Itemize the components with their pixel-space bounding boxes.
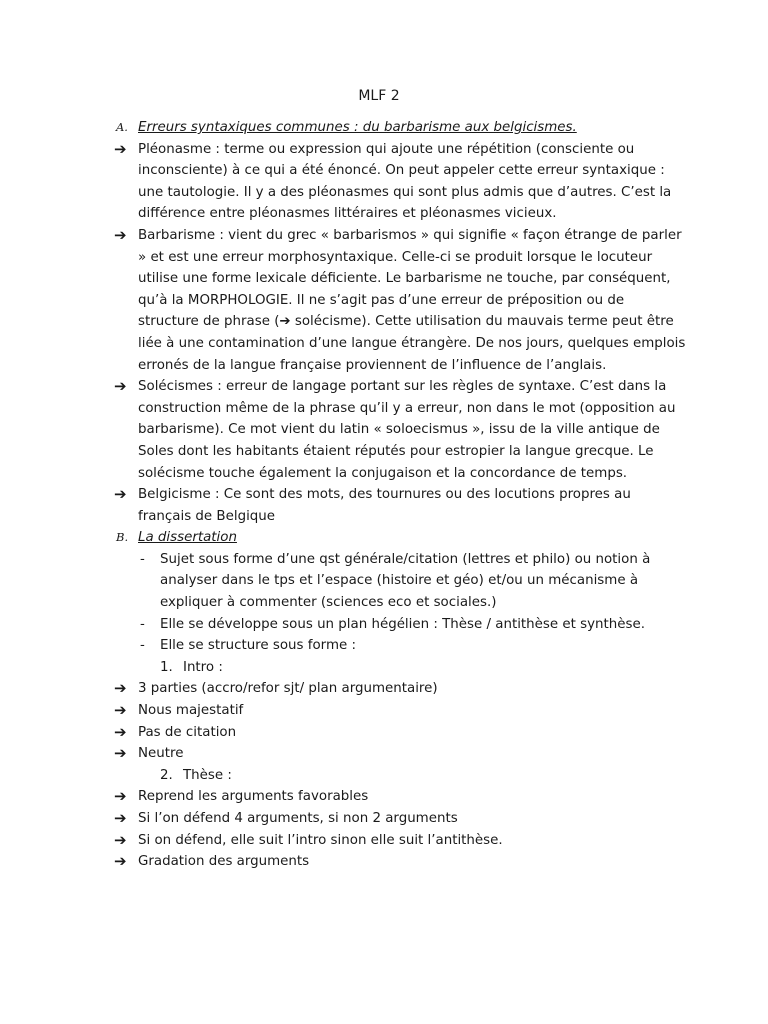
dash-item-plan (116, 614, 686, 636)
list-item-pleonasme (116, 139, 686, 225)
arrow-right-icon: ➔ (114, 485, 127, 504)
numbered-item-label: Thèse : (183, 767, 232, 783)
dash-item-text: Elle se développe sous un plan hégélien : Thèse / antithèse et synthèse. (160, 616, 645, 632)
numbered-item-label: Intro : (183, 659, 223, 675)
list-item-text: Pas de citation (138, 724, 237, 740)
list-item-text: Gradation des arguments (138, 854, 310, 870)
arrow-right-icon: ➔ (114, 377, 127, 396)
list-item-text: Nous majestatif (138, 703, 244, 719)
item-number: 2. (160, 767, 173, 783)
list-item-these (116, 808, 686, 830)
section-b-title: La dissertation (138, 530, 237, 546)
list-item-intro (116, 678, 686, 700)
section-a-heading (116, 117, 686, 139)
list-item-text: 3 parties (accro/refor sjt/ plan argumentaire) (138, 681, 438, 697)
item-number: 1. (160, 659, 173, 675)
dash-icon: - (140, 638, 145, 654)
arrow-right-icon: ➔ (114, 139, 127, 158)
page-title (0, 86, 768, 108)
list-item-intro (116, 743, 686, 765)
list-item-text: Barbarisme : vient du grec « barbarismos » qui signifie « façon étrange de parler » et est une erreur morphosyntaxique. Celle-ci se produit lorsque le locuteur utilise une forme lexicale déficiente. Le barbarisme ne touche, par conséquent, qu’à la MORPHOLOGIE. Il ne s’agit pas d’une erreur de préposition ou de structure de phrase (➔ solécisme). Cette utilisation du mauvais terme peut être liée à une contamination d’une langue étrangère. De nos jours, quelques emplois erronés de la langue française proviennent de l’influence de l’anglais. (138, 227, 686, 373)
section-a-title: Erreurs syntaxiques communes : du barbarisme aux belgicismes. (138, 120, 577, 135)
list-item-solecismes (116, 376, 686, 484)
arrow-right-icon: ➔ (114, 701, 127, 720)
dash-item-text: Sujet sous forme d’une qst générale/citation (lettres et philo) ou notion à analyser dans le tps et l’espace (histoire et géo) et/ou un mécanisme à expliquer à commenter (sciences eco et sociales.) (160, 551, 651, 611)
list-item-these (116, 851, 686, 873)
dash-item-text: Elle se structure sous forme : (160, 638, 357, 654)
dash-item-structure (116, 635, 686, 657)
dash-icon: - (140, 551, 145, 567)
list-item-text: Reprend les arguments favorables (138, 789, 369, 805)
list-item-barbarisme (116, 225, 686, 376)
list-item-these (116, 786, 686, 808)
section-b-letter: B. (116, 530, 129, 545)
list-item-text: Neutre (138, 746, 184, 762)
list-item-text: Pléonasme : terme ou expression qui ajoute une répétition (consciente ou inconsciente) à ce qui a été énoncé. On peut appeler cette erreur syntaxique : une tautologie. Il y a des pléonasmes qui sont plus admis que d’autres. C’est la différence entre pléonasmes littéraires et pléonasmes vicieux. (138, 141, 672, 222)
arrow-right-icon: ➔ (114, 852, 127, 871)
section-a (116, 117, 686, 873)
dash-icon: - (140, 616, 145, 632)
dash-item-sujet (116, 549, 686, 614)
numbered-item-intro (116, 657, 686, 679)
arrow-right-icon: ➔ (114, 787, 127, 806)
list-item-intro (116, 700, 686, 722)
section-b-heading (116, 527, 686, 549)
arrow-right-icon: ➔ (114, 744, 127, 763)
list-item-text: Belgicisme : Ce sont des mots, des tournures ou des locutions propres au français de Belgique (138, 487, 631, 524)
arrow-right-icon: ➔ (114, 809, 127, 827)
list-item-text: Si l’on défend 4 arguments, si non 2 arguments (138, 811, 458, 826)
list-item-text: Si on défend, elle suit l’intro sinon elle suit l’antithèse. (138, 832, 503, 848)
arrow-right-icon: ➔ (114, 722, 127, 741)
list-item-these (116, 830, 686, 852)
list-item-text: Solécismes : erreur de langage portant sur les règles de syntaxe. C’est dans la construction même de la phrase qu’il y a erreur, non dans le mot (opposition au barbarisme). Ce mot vient du latin « soloecismus », issu de la ville antique de Soles dont les habitants étaient réputés pour estropier la langue grecque. Le solécisme touche également la conjugaison et la concordance de temps. (138, 379, 676, 481)
arrow-right-icon: ➔ (114, 225, 127, 244)
list-item-intro (116, 722, 686, 744)
list-item-belgicisme (116, 484, 686, 527)
title-text: MLF 2 (358, 88, 400, 104)
numbered-item-these (116, 765, 686, 787)
arrow-right-icon: ➔ (114, 830, 127, 849)
section-a-letter: A. (116, 120, 128, 134)
arrow-right-icon: ➔ (114, 679, 127, 698)
